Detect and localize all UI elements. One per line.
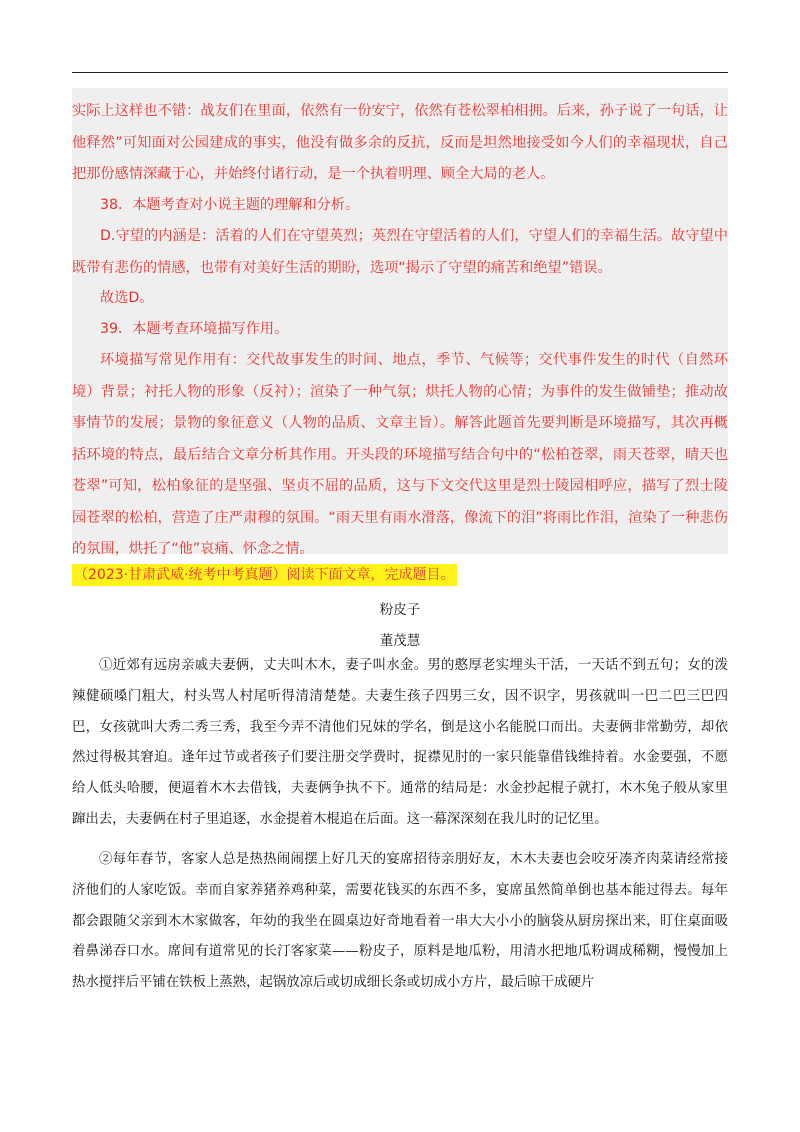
article-paragraph-2: ②每年春节，客家人总是热热闹闹摆上好几天的宴席招待亲朋好友，木木夫妻也会咬牙凑齐肉菜请经常接济他们的人家吃饭。幸而自家养猪养鸡种菜，需要花钱买的东西不多，宴席虽然简单倒也基本能过得去。每年都会跟随父亲到木木家做客，年幼的我坐在圆桌边好奇地看着一串大大小小的脑袋从厨房探出来，盯住桌面吸着鼻涕吞口水。席间有道常见的长汀客家菜——粉皮子，原料是地瓜粉，用清水把地瓜粉调成稀糊，慢慢加上热水搅拌后平铺在铁板上蒸熟，起锅放凉后或切成细长条或切成小方片，最后晾干成硬片 [72,852,728,991]
answer-39-body: 环境描写常见作用有：交代故事发生的时间、地点，季节、气候等；交代事件发生的时代（自然环境）背景；衬托人物的形象（反衬）；渲染了一种气氛；烘托人物的心情；为事件的发生做铺垫；推动故事情节的发展；景物的象征意义（人物的品质、文章主旨）。解答此题首先要判断是环境描写，其次再概括环境的特点，最后结合文章分析其作用。开头段的环境描写结合句中的“松柏苍翠，雨天苍翠，晴天也苍翠”可知，松柏象征的是坚强、坚贞不屈的品质，这与下文交代这里是烈士陵园相呼应，描写了烈士陵园苍翠的松柏，营造了庄严肃穆的氛围。“雨天里有雨水滑落，像流下的泪”将雨比作泪，渲染了一种悲伤的氛围，烘托了“他”哀痛、怀念之情。 [72,352,728,557]
header-rule [72,72,728,73]
answer-paragraph-continued: 实际上这样也不错：战友们在里面，依然有一份安宁，依然有苍松翠柏相拥。后来，孙子说了一句话，让他释然”可知面对公园建成的事实，他没有做多余的反抗，反而是坦然地接受如今人们的幸福现状，自己把那份感情深藏于心，并始终付诸行动，是一个执着明理、顾全大局的老人。 [72,103,728,182]
article-title: 粉皮子 [379,602,421,618]
answer-39-heading: 39．本题考查环境描写作用。 [100,321,289,337]
question-source-label: （2023·甘肃武威·统考中考真题）阅读下面文章，完成题目。 [72,564,457,586]
article-author: 董茂慧 [379,633,421,649]
article-paragraph-1: ①近郊有远房亲戚夫妻俩，丈夫叫木木，妻子叫水金。男的憨厚老实埋头干活，一天话不到五句；女的泼辣健硕嗓门粗大，村头骂人村尾听得清清楚楚。夫妻生孩子四男三女，因不识字，男孩就叫一巴二巴三巴四巴，女孩就叫大秀二秀三秀，我至今弄不清他们兄妹的学名，倒是这小名能脱口而出。夫妻俩非常勤劳，却依然过得极其窘迫。逢年过节或者孩子们要注册交学费时，捉襟见肘的一家只能靠借钱维持着。水金要强，不愿给人低头哈腰，便逼着木木去借钱，夫妻俩争执不下。通常的结局是：水金抄起棍子就打，木木兔子般从家里蹿出去，夫妻俩在村子里追逐，水金提着木棍追在后面。这一幕深深刻在我儿时的记忆里。 [72,658,728,827]
answer-38-body: D.守望的内涵是：活着的人们在守望英烈；英烈在守望活着的人们，守望人们的幸福生活。故守望中既带有悲伤的情感，也带有对美好生活的期盼，选项“揭示了守望的痛苦和绝望”错误。 [72,228,728,276]
answer-38-heading: 38．本题考查对小说主题的理解和分析。 [100,197,360,213]
answer-38-choice: 故选D。 [100,290,154,306]
